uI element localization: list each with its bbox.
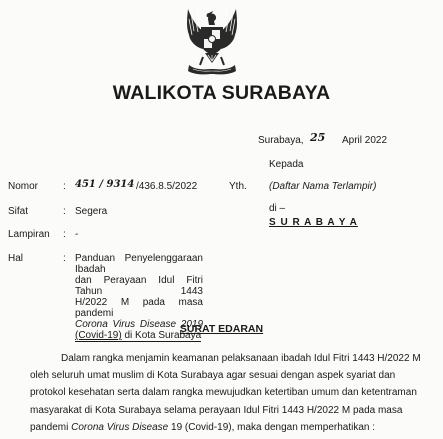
body-italic-text: Corona Virus Disease [71, 421, 169, 433]
body-line: protokol kesehatan serta dalam rangka mewujudkan ketertiban umum dan ketentraman [30, 387, 417, 399]
kepada-label: Kepada [269, 159, 304, 170]
hal-covid: (Covid-19) [75, 330, 122, 341]
nomor-handwritten: 451 / 9314 [75, 179, 135, 190]
hal-line: Panduan Penyelenggaraan Ibadah [75, 253, 203, 275]
body-line: masyarakat di Kota Surabaya selama perayaan Idul Fitri 1443 H/2022 M pada masa [30, 404, 403, 416]
recipient-place: S U R A B A Y A [269, 217, 358, 228]
lampiran-label: Lampiran [8, 229, 50, 240]
sifat-label: Sifat [8, 206, 29, 217]
hal-line: Corona Virus Disease 2019 [75, 319, 203, 330]
lampiran-value: - [75, 229, 79, 240]
hal-line: H/2022 M pada masa pandemi [75, 297, 203, 319]
hal-label: Hal [8, 253, 24, 264]
body-paragraph [30, 350, 426, 436]
body-line: Dalam rangka menjamin keamanan pelaksanaan ibadah Idul Fitri 1443 H/2022 M [61, 353, 421, 364]
nomor-label: Nomor [8, 181, 39, 192]
sifat-value: Segera [75, 206, 108, 217]
hal-location: di Kota Surabaya [121, 330, 202, 341]
document-heading: SURAT EDARAN [179, 323, 264, 335]
garuda-emblem-icon [179, 5, 245, 77]
nomor-suffix: /436.8.5/2022 [136, 181, 198, 192]
body-line: oleh seluruh umat muslim di Kota Surabaya agar sesuai dengan aspek syariat dan [30, 370, 396, 382]
nomor-colon: : [63, 181, 66, 192]
di-label: di – [269, 203, 286, 214]
body-text: pandemi [30, 421, 72, 433]
sifat-colon: : [63, 206, 66, 217]
date-day-handwritten: 25 [310, 131, 326, 144]
letterhead-title: WALIKOTA SURABAYA [112, 82, 331, 104]
yth-label: Yth. [229, 181, 247, 192]
hal-colon: : [63, 253, 66, 264]
body-text: 19 (Covid-19), maka dengan memperhatikan : [168, 421, 376, 433]
hal-line: dan Perayaan Idul Fitri Tahun 1443 [75, 275, 203, 297]
lampiran-colon: : [63, 229, 66, 240]
date-month-year: April 2022 [342, 135, 388, 146]
body-line-last [30, 419, 426, 436]
recipient-name: (Daftar Nama Terlampir) [269, 181, 377, 192]
date-city: Surabaya, [258, 135, 304, 146]
